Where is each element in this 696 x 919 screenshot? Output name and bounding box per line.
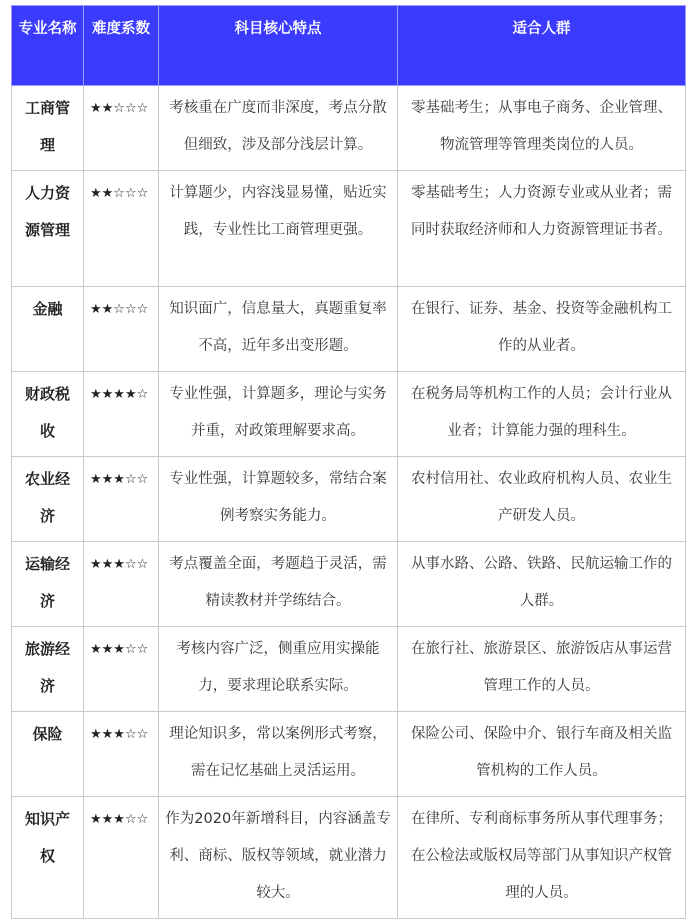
difficulty-stars: ★★☆☆☆	[84, 171, 159, 287]
core-features: 考点覆盖全面，考题趋于灵活，需精读教材并学练结合。	[159, 542, 398, 627]
table-row	[12, 171, 686, 287]
core-features: 专业性强，计算题较多，常结合案例考察实务能力。	[159, 457, 398, 542]
header-major-name: 专业名称	[12, 6, 84, 86]
major-name: 保险	[12, 712, 84, 797]
difficulty-stars: ★★☆☆☆	[84, 86, 159, 171]
difficulty-stars: ★★★☆☆	[84, 797, 159, 919]
difficulty-stars: ★★★☆☆	[84, 542, 159, 627]
table-row	[12, 542, 686, 627]
core-features: 考核内容广泛，侧重应用实操能力，要求理论联系实际。	[159, 627, 398, 712]
target-audience: 零基础考生；从事电子商务、企业管理、物流管理等管理类岗位的人员。	[398, 86, 686, 171]
target-audience: 从事水路、公路、铁路、民航运输工作的人群。	[398, 542, 686, 627]
table-row	[12, 797, 686, 919]
difficulty-stars: ★★★☆☆	[84, 627, 159, 712]
core-features: 计算题少，内容浅显易懂，贴近实践，专业性比工商管理更强。	[159, 171, 398, 287]
core-features: 专业性强，计算题多，理论与实务并重，对政策理解要求高。	[159, 372, 398, 457]
target-audience: 零基础考生；人力资源专业或从业者；需同时获取经济师和人力资源管理证书者。	[398, 171, 686, 287]
target-audience: 农村信用社、农业政府机构人员、农业生产研发人员。	[398, 457, 686, 542]
major-name: 运输经济	[12, 542, 84, 627]
header-core-features: 科目核心特点	[159, 6, 398, 86]
header-target-audience: 适合人群	[398, 6, 686, 86]
target-audience: 在银行、证券、基金、投资等金融机构工作的从业者。	[398, 287, 686, 372]
major-name: 金融	[12, 287, 84, 372]
core-features: 理论知识多，常以案例形式考察，需在记忆基础上灵活运用。	[159, 712, 398, 797]
table-header-row	[12, 6, 686, 86]
major-name: 财政税收	[12, 372, 84, 457]
major-name: 知识产权	[12, 797, 84, 919]
difficulty-stars: ★★★☆☆	[84, 457, 159, 542]
header-difficulty: 难度系数	[84, 6, 159, 86]
difficulty-stars: ★★★☆☆	[84, 712, 159, 797]
major-name: 工商管理	[12, 86, 84, 171]
table-row	[12, 372, 686, 457]
table-row	[12, 627, 686, 712]
table-row	[12, 86, 686, 171]
table-row	[12, 287, 686, 372]
major-name: 人力资源管理	[12, 171, 84, 287]
difficulty-stars: ★★☆☆☆	[84, 287, 159, 372]
target-audience: 在律所、专利商标事务所从事代理事务；在公检法或版权局等部门从事知识产权管理的人员。	[398, 797, 686, 919]
core-features: 考核重在广度而非深度，考点分散但细致，涉及部分浅层计算。	[159, 86, 398, 171]
core-features: 知识面广，信息量大，真题重复率不高，近年多出变形题。	[159, 287, 398, 372]
target-audience: 在旅行社、旅游景区、旅游饭店从事运营管理工作的人员。	[398, 627, 686, 712]
major-name: 农业经济	[12, 457, 84, 542]
core-features: 作为2020年新增科目，内容涵盖专利、商标、版权等领域，就业潜力较大。	[159, 797, 398, 919]
difficulty-stars: ★★★★☆	[84, 372, 159, 457]
major-comparison-table	[11, 5, 686, 919]
table-row	[12, 457, 686, 542]
target-audience: 保险公司、保险中介、银行车商及相关监管机构的工作人员。	[398, 712, 686, 797]
major-name: 旅游经济	[12, 627, 84, 712]
target-audience: 在税务局等机构工作的人员；会计行业从业者；计算能力强的理科生。	[398, 372, 686, 457]
table-row	[12, 712, 686, 797]
